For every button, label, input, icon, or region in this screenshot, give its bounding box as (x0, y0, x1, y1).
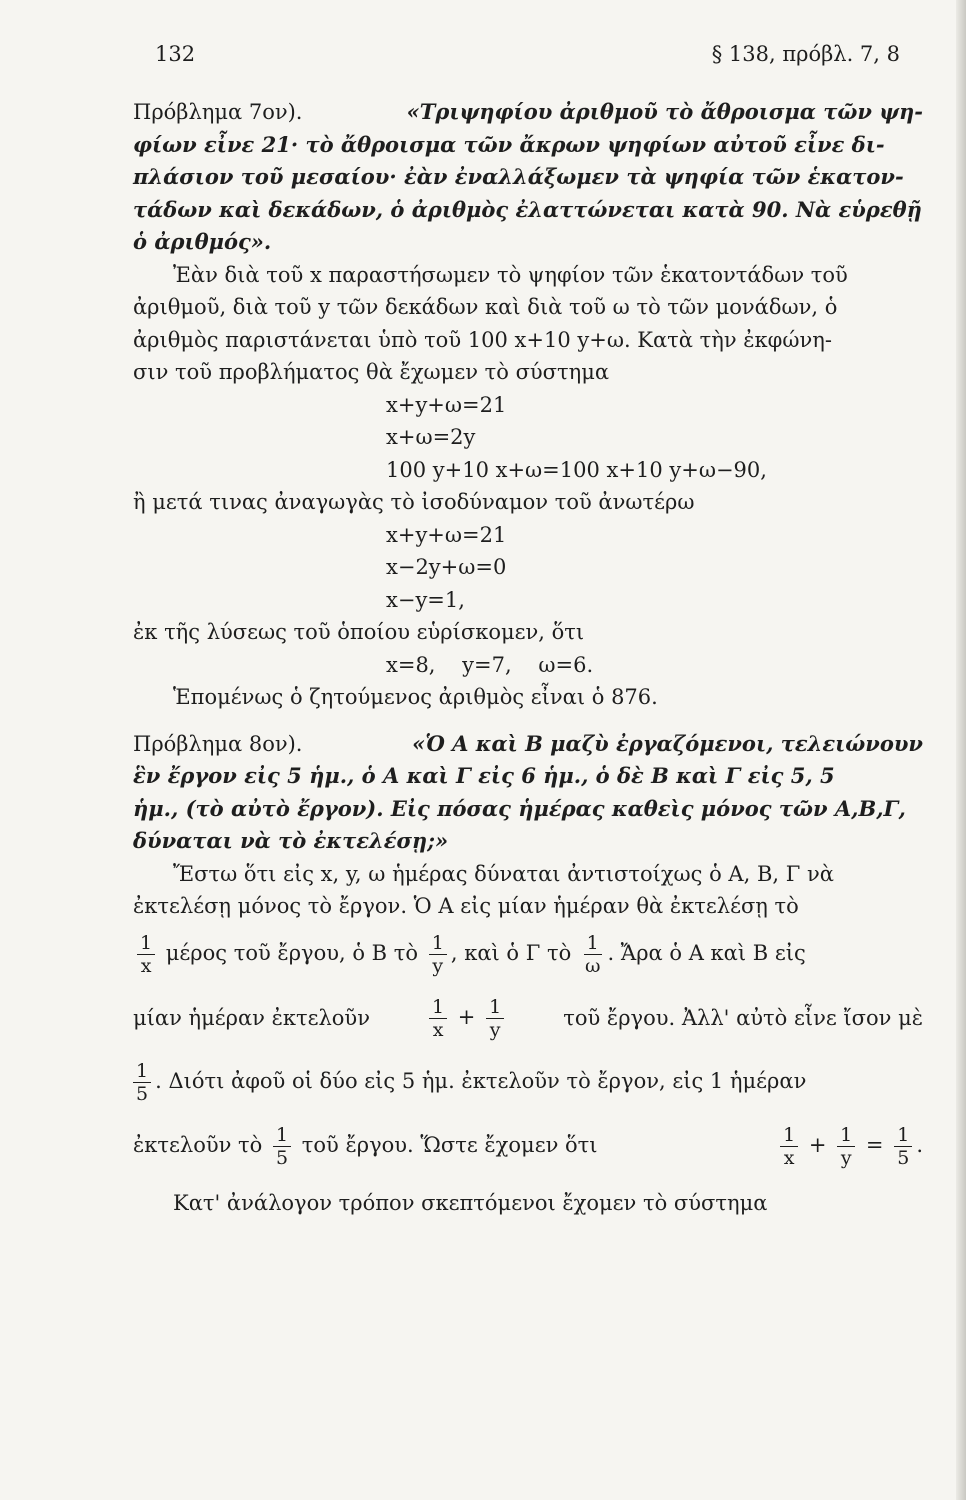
fraction-1-over-x: $\frac{1}{x}$ (429, 996, 447, 1041)
final-line: Κατ' ἀνάλογον τρόπον σκεπτόμενοι ἔχομεν τὸ σύστημα (173, 1190, 768, 1215)
fraction-1-over-5: $\frac{1}{5}$ (273, 1124, 291, 1169)
problem-7-line-5: ὁ ἀριθμός». (133, 229, 272, 254)
system-1-eq-1: x+y+ω=21 (386, 392, 507, 417)
body-text (133, 96, 923, 1219)
system-2-eq-3: x−y=1, (386, 587, 465, 612)
solution-7-line-1: Ἐὰν διὰ τοῦ x παραστήσωμεν τὸ ψηφίον τῶν ἑκατοντάδων τοῦ (173, 262, 848, 287)
problem-8-line-2: ἓν ἔργον εἰς 5 ἡμ., ὁ Α καὶ Γ εἰς 6 ἡμ., ὁ δὲ Β καὶ Γ εἰς 5, 5 (133, 763, 835, 788)
equation-sum-of-fractions: $\frac{1}{x}$ + $\frac{1}{y}$ = $\frac{1}{5}$ . (776, 1124, 923, 1169)
fraction-line-2: μίαν ἡμέραν ἐκτελοῦν $\frac{1}{x}$ + $\frac{1}{y}$ τοῦ ἔργου. Ἀλλ' αὐτὸ εἶνε ἴσον μὲ (133, 996, 923, 1041)
reduction-text: ἢ μετά τινας ἀναγωγὰς τὸ ἰσοδύναμον τοῦ ἀνωτέρω (133, 490, 695, 514)
system-2-eq-1: x+y+ω=21 (386, 522, 507, 547)
section-reference: § 138, πρόβλ. 7, 8 (711, 42, 900, 66)
solution-8-line-2: ἐκτελέσῃ μόνος τὸ ἔργον. Ὁ Α εἰς μίαν ἡμέραν θὰ ἐκτελέσῃ τὸ (133, 894, 799, 918)
system-1-eq-2: x+ω=2y (386, 425, 476, 449)
solution-8-line-1: Ἔστω ὅτι εἰς x, y, ω ἡμέρας δύναται ἀντιστοίχως ὁ Α, Β, Γ νὰ (173, 861, 834, 886)
solution-intro: ἐκ τῆς λύσεως τοῦ ὁποίου εὑρίσκομεν, ὅτι (133, 620, 585, 644)
fraction-line-1: $\frac{1}{x}$ μέρος τοῦ ἔργου, ὁ Β τὸ $\frac{1}{y}$ , καὶ ὁ Γ τὸ $\frac{1}{\omega}$ . Ἄρα ὁ Α καὶ Β εἰς (133, 923, 923, 987)
problem-8-line-3: ἡμ., (τὸ αὐτὸ ἔργον). Εἰς πόσας ἡμέρας καθεὶς μόνος τῶν Α,Β,Γ, (133, 795, 906, 821)
answer-7: Ἑπομένως ὁ ζητούμενος ἀριθμὸς εἶναι ὁ 876. (173, 685, 658, 709)
fraction-1-over-y: $\frac{1}{y}$ (429, 932, 447, 977)
solution-7-line-4: σιν τοῦ προβλήματος θὰ ἔχωμεν τὸ σύστημα (133, 360, 610, 384)
page-number: 132 (155, 42, 196, 66)
problem-8-line-4: δύναται νὰ τὸ ἐκτελέσῃ;» (133, 828, 449, 853)
system-2-eq-2: x−2y+ω=0 (386, 555, 507, 579)
page-edge-shadow (956, 0, 966, 1500)
fraction-line-3: $\frac{1}{5}$ . Διότι ἀφοῦ οἱ δύο εἰς 5 ἡμ. ἐκτελοῦν τὸ ἔργον, εἰς 1 ἡμέραν (133, 1051, 923, 1115)
problem-7-line-3: πλάσιον τοῦ μεσαίου· ἐὰν ἐναλλάξωμεν τὰ ψηφία τῶν ἑκατον- (133, 164, 904, 189)
solution-7-line-2: ἀριθμοῦ, διὰ τοῦ y τῶν δεκάδων καὶ διὰ τοῦ ω τὸ τῶν μονάδων, ὁ (133, 295, 838, 319)
fraction-line-4: ἐκτελοῦν τὸ $\frac{1}{5}$ τοῦ ἔργου. Ὥστε ἔχομεν ὅτι $\frac{1}{x}$ + $\frac{1}{y}$ = $\frac{1}{5}$ . (133, 1124, 923, 1169)
fraction-1-over-x: $\frac{1}{x}$ (137, 932, 155, 977)
system-1-eq-3: 100 y+10 x+ω=100 x+10 y+ω−90, (386, 457, 767, 482)
problem-7-line-4: τάδων καὶ δεκάδων, ὁ ἀριθμὸς ἐλαττώνεται κατὰ 90. Νὰ εὑρεθῇ (133, 196, 922, 222)
fraction-1-over-y: $\frac{1}{y}$ (486, 996, 504, 1041)
solution-values: x=8, y=7, ω=6. (386, 652, 594, 677)
problem-8-line-1: Πρόβλημα 8ον). «Ὁ Α καὶ Β μαζὺ ἐργαζόμενοι, τελειώνουν (133, 730, 923, 756)
fraction-1-over-5: $\frac{1}{5}$ (133, 1060, 151, 1105)
problem-7-line-2: φίων εἶνε 21· τὸ ἄθροισμα τῶν ἄκρων ψηφίων αὐτοῦ εἶνε δι- (133, 131, 885, 157)
problem-7-line-1: Πρόβλημα 7ον). «Τριψηφίου ἀριθμοῦ τὸ ἄθροισμα τῶν ψη- (133, 99, 923, 124)
solution-7-line-3: ἀριθμὸς παριστάνεται ὑπὸ τοῦ 100 x+10 y+ω. Κατὰ τὴν ἐκφώνη- (133, 327, 832, 352)
fraction-1-over-w: $\frac{1}{\omega}$ (584, 932, 601, 977)
